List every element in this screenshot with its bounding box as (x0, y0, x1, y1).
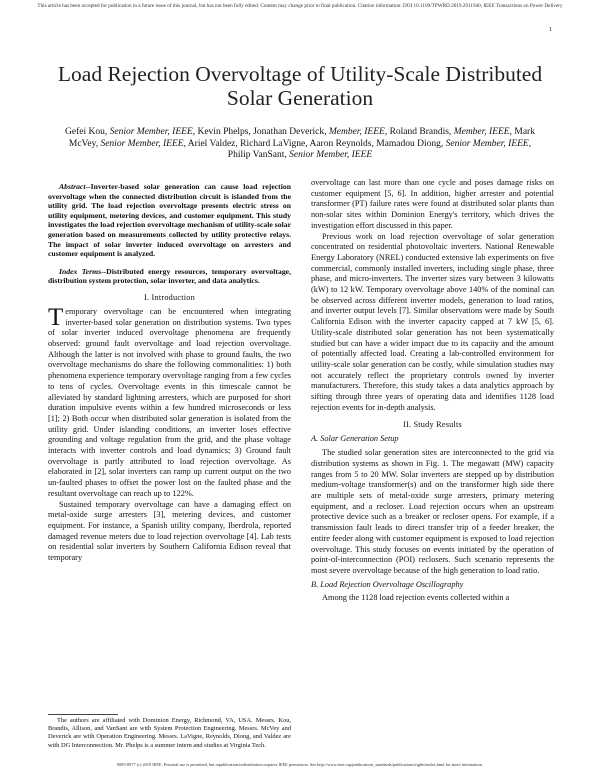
abstract-text: --Inverter-based solar generation can cause load rejection overvoltage when the connected distribution circuit is islanded from the utility grid. The load rejection overvoltage presents electric stress on utility equipment, metering devices, and customer equipment. This study investigates the load rejection overvoltage mechanism of utility-scale solar generation based on measurements collected by utility protective relays. The impact of solar inverter induced overvoltage on arresters and customer equipment is analyzed. (48, 182, 291, 259)
intro-paragraph-1 (48, 303, 291, 500)
drop-cap: T (48, 303, 64, 331)
author-membership: Member, IEEE (328, 127, 385, 137)
author-footnote: The authors are affiliated with Dominion Energy, Richmond, VA, USA. Messrs. Kou, Brandis, Allison, and VanSant are with System Protection Engineering. Messrs. McVey and Deverick are with Operation Engineering. Messrs. LaVigne, Reynolds, Diong, and Valdez are with DG Interconnection. Mr. Phelps is a summer intern and studies at Virginia Tech. (48, 717, 291, 749)
author-text: , Philip VanSant, (227, 138, 532, 161)
author-text: , Mark McVey, (68, 127, 535, 149)
author-membership: Senior Member, IEEE (445, 138, 529, 149)
intro-paragraph-2: Sustained temporary overvoltage can have a damaging effect on metal-oxide surge arresters [3], metering devices, and customer equipment. For instance, a Spanish utility company, Iberdrola, reported damaged revenue meters due to load rejection overvoltage [4]. Lab tests on residential solar inverters by Southern California Edison reveal that temporary (48, 499, 291, 563)
left-column (48, 182, 291, 564)
author-membership: Member, IEEE (453, 127, 510, 137)
journal-banner: This article has been accepted for publication in a future issue of this journal, but has not been fully edited. Content may change prior to final publication. Citation information: DOI 10.1109/TPWRD.2019.2911940, IEEE Transactions on Power Delivery (37, 3, 563, 9)
footnote-rule (48, 714, 118, 715)
body-paragraph-4: Among the 1128 load rejection events collected within a (322, 593, 510, 603)
author-membership: Senior Member, IEEE (289, 150, 373, 161)
abstract (48, 182, 291, 259)
copyright-line: 0885-8977 (c) 2019 IEEE. Personal use is permitted, but republication/redistribution requires IEEE permission. See http://www.ieee.org/publications_standards/publications/rights/index.html for more information. (117, 762, 483, 767)
index-terms-label: Index Terms (59, 266, 102, 276)
author-membership: Senior Member, IEEE (100, 138, 184, 149)
body-paragraph-3: The studied solar generation sites are interconnected to the grid via distribution systems as shown in Fig. 1. The megawatt (MW) capacity ranges from 5 to 20 MW. Solar inverters are stepped up by distribution medium-voltage transformer(s) and on the transformer high side there are multiple sets of metal-oxide surge arresters, primary metering equipment, and a recloser. Load rejection occurs when an upstream protective device such as a breaker or recloser opens. For example, if a transmission fault leads to direct transfer trip of a feeder breaker, the entire feeder along with customer equipment is exposed to load rejection overvoltage. This study focuses on events initiated by the operation of point-of-interconnection (POI) reclosers. Such scenario represents the most severe overvoltage because of the high generation to load ratio. (311, 448, 554, 575)
author-text: Gefei Kou, (65, 127, 110, 137)
body-paragraph-1: overvoltage can last more than one cycle and poses damage risks on customer equipment [5, 6]. In addition, higher arrester and potential transformer (PT) failure rates were found at distributed solar plants than non-solar sites within Dominion Energy's territory, which drives the investigation effort discussed in this paper. (311, 178, 554, 230)
author-list (60, 127, 540, 162)
author-text: , Roland Brandis, (384, 127, 454, 137)
author-text: , Kevin Phelps, Jonathan Deverick, (192, 127, 329, 137)
subsection-a-heading: A. Solar Generation Setup (311, 434, 399, 444)
results-heading: II. Study Results (403, 420, 462, 430)
page-number: 1 (548, 26, 552, 33)
index-terms (48, 267, 291, 286)
author-membership: Senior Member, IEEE (109, 127, 193, 137)
body-paragraph-2: Previous work on load rejection overvoltage of solar generation concentrated on residential photovoltaic inverters. National Renewable Energy Laboratory (NREL) conducted extensive lab experiments on five commercial, commonly installed inverters, including single phase, three phase, and micro-inverters. The inverter sizes vary between 3 kilowatts (kW) to 12 kW. Temporary overvoltage above 140% of the nominal can be observed across different inverter models, generation to load ratios, and inverter output levels [7]. Similar observations were made by South California Edison with the inverter capacity capped at 7 kW [5, 6]. Utility-scale distributed solar generation has not been systematically studied but can have a wider impact due to its capacity and the amount of potentially affected load. Creating a lab-controlled environment for utility-scale solar generation can be costly, while simulation studies may not accurately reflect the proprietary controls owned by inverter manufacturers. Therefore, this study takes a data analytics approach by sifting through three years of operating data and identifies 1128 load rejection events for in-depth analysis. (311, 231, 554, 412)
index-terms-text: --Distributed energy resources, temporary overvoltage, distribution system protection, solar inverter, and data analytics. (48, 266, 291, 286)
abstract-label: Abstract (59, 182, 86, 191)
intro-paragraph-1-text: emporary overvoltage can be encountered when integrating inverter-based solar generation on distribution systems. Two types of solar inverter induced overvoltage phenomena are frequently observed: ground fault overvoltage and load rejection overvoltage. Although the latter is not involved with phase to ground faults, the two overvoltage mechanisms do share the following commonalities: 1) both phenomena experience temporary overvoltage ranging from a few cycles to tens of cycles. Overvoltage events in this timescale cannot be alleviated by standard lightning arresters, which are purposed for short duration impulsive events within a few hundred microseconds or less [1]; 2) Both occur when distributed solar generation is isolated from the utility grid. Under islanding conditions, an inverter loses effective grounding and voltage regulation from the grid, and the phase voltage interacts with inverter controls and load dynamics; 3) Ground fault overvoltage is partly attributed to load rejection overvoltage. As elaborated in [2], solar inverters can ramp up current output on the two un-faulted phases to offset the power lost on the faulted phase and the resultant overvoltage can reach up to 122%. (48, 306, 291, 498)
subsection-b-heading: B. Load Rejection Overvoltage Oscillography (311, 579, 464, 589)
right-column (311, 178, 554, 604)
intro-heading: I. Introduction (144, 292, 195, 302)
paper-title: Load Rejection Overvoltage of Utility-Scale Distributed Solar Generation (57, 62, 543, 110)
author-text: , Ariel Valdez, Richard LaVigne, Aaron Reynolds, Mamadou Diong, (183, 138, 446, 149)
